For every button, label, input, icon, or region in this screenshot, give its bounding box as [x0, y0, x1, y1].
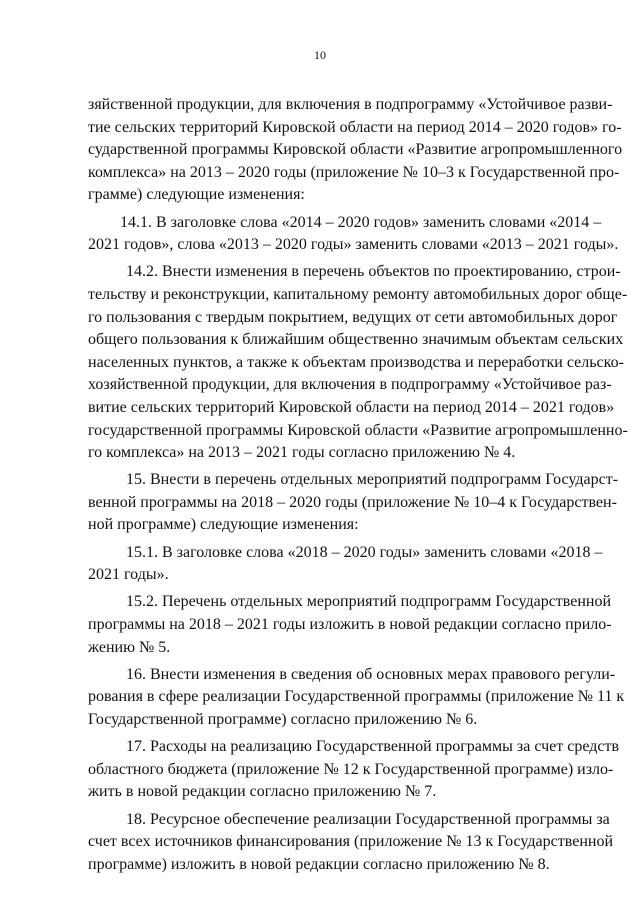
- paragraph: [88, 94, 623, 207]
- text-line: сударственной программы Кировской области «Развитие агропромышленного: [88, 141, 623, 159]
- paragraph: [88, 261, 628, 464]
- document-body: [88, 94, 628, 876]
- paragraph: [88, 542, 603, 587]
- text-line: 14.1. В заголовке слова «2014 – 2020 годов» заменить словами «2014 –: [120, 213, 602, 231]
- text-line: тие сельских территорий Кировской области на период 2014 – 2020 годов» го-: [88, 118, 622, 136]
- paragraph: [88, 469, 619, 537]
- text-line: программы на 2018 – 2021 годы изложить в новой редакции согласно прило-: [88, 616, 612, 634]
- text-line: витие сельских территорий Кировской области на период 2014 – 2021 годов»: [88, 398, 615, 416]
- text-line: рования в сфере реализации Государственной программы (приложение № 11 к: [88, 688, 625, 706]
- text-line: жить в новой редакции согласно приложению № 7.: [88, 783, 437, 801]
- text-line: общего пользования к ближайшим общественно значимым объектам сельских: [88, 331, 624, 349]
- text-line: хозяйственной продукции, для включения в подпрограмму «Устойчивое раз-: [88, 376, 612, 394]
- paragraph: [88, 591, 612, 659]
- text-line: областного бюджета (приложение № 12 к Государственной программе) изло-: [88, 760, 614, 778]
- text-line: 16. Внести изменения в сведения об основных мерах правового регули-: [126, 665, 616, 683]
- paragraph: [88, 212, 619, 257]
- text-line: Государственной программе) согласно приложению № 6.: [88, 711, 478, 728]
- text-line: тельству и реконструкции, капитальному ремонту автомобильных дорог обще-: [88, 285, 628, 303]
- text-line: комплекса» на 2013 – 2020 годы (приложение № 10–3 к Государственной про-: [88, 163, 620, 181]
- text-line: зяйственной продукции, для включения в подпрограмму «Устойчивое разви-: [88, 96, 613, 113]
- text-line: грамме) следующие изменения:: [88, 186, 305, 204]
- text-line: 2021 годов», слова «2013 – 2020 годы» заменить словами «2013 – 2021 годы».: [88, 236, 619, 254]
- text-line: 17. Расходы на реализацию Государственной программы за счет средств: [126, 738, 620, 756]
- text-line: го пользования с твердым покрытием, ведущих от сети автомобильных дорог: [88, 308, 618, 326]
- paragraph: [88, 736, 620, 804]
- text-line: 15.2. Перечень отдельных мероприятий подпрограмм Государственной: [126, 593, 612, 611]
- text-line: 2021 годы».: [88, 566, 169, 584]
- text-line: жению № 5.: [88, 638, 171, 656]
- text-line: 15. Внести в перечень отдельных мероприятий подпрограмм Государст-: [126, 471, 619, 489]
- page-number: 10: [314, 48, 326, 62]
- text-line: венной программы на 2018 – 2020 годы (приложение № 10–4 к Государствен-: [88, 493, 617, 511]
- text-line: государственной программы Кировской области «Развитие агропромышленно-: [88, 421, 628, 439]
- text-line: 15.1. В заголовке слова «2018 – 2020 годы» заменить словами «2018 –: [126, 543, 603, 561]
- text-line: 18. Ресурсное обеспечение реализации Государственной программы за: [126, 810, 610, 828]
- text-line: го комплекса» на 2013 – 2021 годы согласно приложению № 4.: [88, 444, 516, 462]
- text-line: счет всех источников финансирования (приложение № 13 к Государственной: [88, 833, 613, 851]
- paragraph: [88, 809, 613, 877]
- text-line: программе) изложить в новой редакции согласно приложению № 8.: [88, 855, 550, 873]
- text-line: ной программе) следующие изменения:: [88, 516, 359, 534]
- paragraph: [88, 664, 625, 732]
- text-line: 14.2. Внести изменения в перечень объектов по проектированию, строи-: [126, 263, 621, 281]
- text-line: населенных пунктов, а также к объектам производства и переработки сельско-: [88, 353, 624, 371]
